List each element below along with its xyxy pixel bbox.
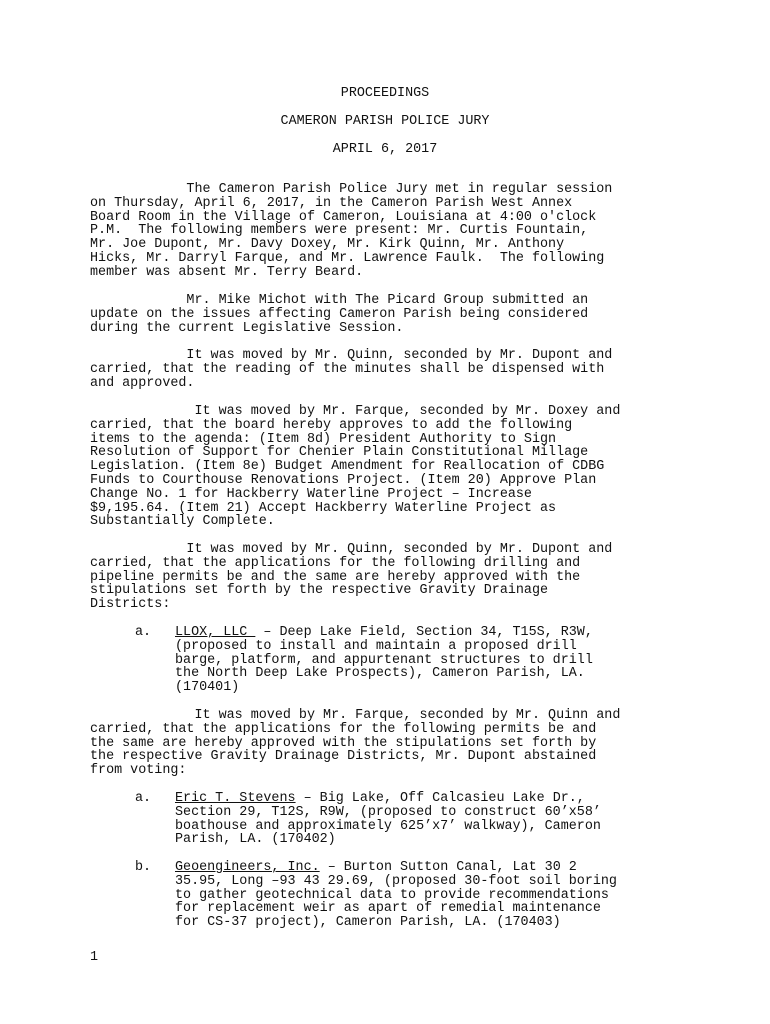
permit-description: – Burton Sutton Canal, Lat 30 2 35.95, Long –93 43 29.69, (proposed 30-foot soil boring to gather geotechnical data to provide recommendations for replacement weir as apart of remedial maintenance for CS-37 project), Cameron Parish, LA. (170403) (175, 860, 617, 931)
paragraph-other-permits-motion: It was moved by Mr. Farque, seconded by Mr. Quinn and carried, that the applications for the following permits be and the same are hereby approved with the stipulations set forth by the respective Gravity Drainage Districts, Mr. Dupont abstained from voting: (90, 708, 621, 779)
permit-description: – Big Lake, Off Calcasieu Lake Dr., Section 29, T12S, R9W, (proposed to construct 60’x58’ boathouse and approximately 625’x7’ walkway), Cameron Parish, LA. (170402) (175, 791, 601, 848)
paragraph-drilling-permits-motion: It was moved by Mr. Quinn, seconded by Mr. Dupont and carried, that the applications for the following drilling and pipeline permits be and the same are hereby approved with the stipulations set forth by the respective Gravity Drainage Districts: (90, 542, 613, 613)
list-item-letter: a. (135, 791, 152, 806)
page-number: 1 (90, 950, 99, 965)
paragraph-agenda-motion: It was moved by Mr. Farque, seconded by Mr. Doxey and carried, that the board hereby approves to add the following items to the agenda: (Item 8d) President Authority to Sign Resolution of Support for Chenier Plain Constitutional Millage Legislation. (Item 8e) Budget Amendment for Reallocation of CDBG Funds to Courthouse Renovations Project. (Item 20) Approve Plan Change No. 1 for Hackberry Waterline Project – Increase $9,195.64. (Item 21) Accept Hackberry Waterline Project as Substantially Complete. (90, 404, 621, 530)
applicant-name: LLOX, LLC (175, 625, 256, 640)
permit-description: – Deep Lake Field, Section 34, T15S, R3W, (proposed to install and maintain a proposed drill barge, platform, and appurtenant structures to drill the North Deep Lake Prospects), Cameron Parish, LA. (170401) (175, 625, 593, 696)
paragraph-legislative-update: Mr. Mike Michot with The Picard Group submitted an update on the issues affecting Cameron Parish being considered during the current Legislative Session. (90, 293, 589, 336)
heading-police-jury: CAMERON PARISH POLICE JURY (280, 114, 490, 129)
applicant-name: Geoengineers, Inc. (175, 860, 320, 875)
paragraph-minutes-motion: It was moved by Mr. Quinn, seconded by Mr. Dupont and carried, that the reading of the minutes shall be dispensed with and approved. (90, 348, 613, 391)
list-item-letter: b. (135, 860, 152, 875)
heading-proceedings: PROCEEDINGS (340, 86, 430, 101)
paragraph-attendance: The Cameron Parish Police Jury met in regular session on Thursday, April 6, 2017, in the Cameron Parish West Annex Board Room in the Village of Cameron, Louisiana at 4:00 o'clock P.M. The following members were present: Mr. Curtis Fountain, Mr. Joe Dupont, Mr. Davy Doxey, Mr. Kirk Quinn, Mr. Anthony Hicks, Mr. Darryl Farque, and Mr. Lawrence Faulk. The following member was absent Mr. Terry Beard. (90, 182, 613, 280)
applicant-name: Eric T. Stevens (175, 791, 296, 806)
heading-date: APRIL 6, 2017 (332, 142, 438, 157)
list-item-letter: a. (135, 625, 152, 640)
